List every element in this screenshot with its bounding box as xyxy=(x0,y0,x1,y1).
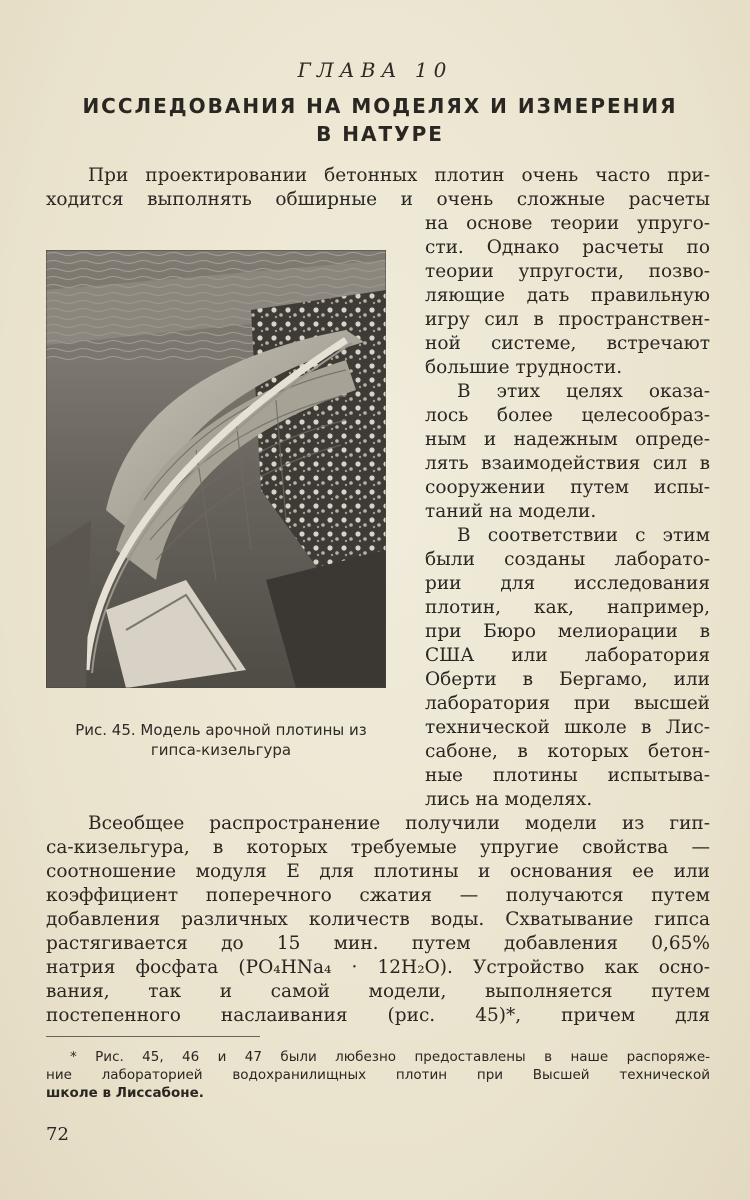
text-line: игру сил в пространствен- xyxy=(425,309,710,330)
text-line: сооружении путем испы- xyxy=(425,477,710,498)
chapter-title xyxy=(40,92,720,148)
text-line: Оберти в Бергамо, или xyxy=(425,669,710,690)
text-line: лять взаимодействия сил в xyxy=(425,453,710,474)
text-line: ходится выполнять обширные и очень сложные расчеты xyxy=(46,189,710,210)
text-line: таний на модели. xyxy=(425,501,597,522)
chapter-title-line-2: В НАТУРЕ xyxy=(316,122,444,146)
page-number: 72 xyxy=(46,1124,69,1145)
side-column-text xyxy=(425,212,710,812)
chapter-label: ГЛАВА 10 xyxy=(297,58,453,82)
footnote-line: ние лабораторией водохранилищных плотин при Высшей технической xyxy=(46,1067,710,1083)
text-line: плотин, как, например, xyxy=(425,597,710,618)
text-line: В соответствии с этим xyxy=(457,525,710,546)
text-line: на основе теории упруго- xyxy=(425,213,710,234)
text-line: ные плотины испытыва- xyxy=(425,765,710,786)
footnote-line: * Рис. 45, 46 и 47 были любезно предоставлены в наше распоряже- xyxy=(70,1049,710,1065)
text-line: лось более целесообраз- xyxy=(425,405,710,426)
text-line: США или лаборатория xyxy=(425,645,710,666)
text-line: вания, так и самой модели, выполняется путем xyxy=(46,981,710,1002)
text-line: ляющие дать правильную xyxy=(425,285,710,306)
text-line: теории упругости, позво- xyxy=(425,261,710,282)
footnote-divider xyxy=(46,1036,260,1037)
photo-illustration xyxy=(46,250,386,688)
text-line: В этих целях оказа- xyxy=(457,381,710,402)
text-line: были созданы лаборато- xyxy=(425,549,710,570)
caption-line-2: гипса-кизельгура xyxy=(150,741,292,759)
text-line: технической школе в Лис- xyxy=(425,717,710,738)
figure-arch-dam-model-photo xyxy=(46,250,386,688)
text-line: коэффициент поперечного сжатия — получаются путем xyxy=(46,885,710,906)
text-line: ным и надежным опреде- xyxy=(425,429,710,450)
text-line: ной системе, встречают xyxy=(425,333,710,354)
chapter-title-line-1: ИССЛЕДОВАНИЯ НА МОДЕЛЯХ И ИЗМЕРЕНИЯ xyxy=(82,94,678,118)
text-line: натрия фосфата (PO₄HNa₄ · 12H₂O). Устройство как осно- xyxy=(46,957,710,978)
text-line: са-кизельгура, в которых требуемые упругие свойства — xyxy=(46,837,710,858)
paragraph-intro xyxy=(46,164,710,212)
text-line: рии для исследования xyxy=(425,573,710,594)
text-line: растягивается до 15 мин. путем добавления 0,65% xyxy=(46,933,710,954)
footnote xyxy=(46,1048,710,1102)
paragraph-gypsum-models xyxy=(46,812,710,1028)
footnote-line: школе в Лиссабоне. xyxy=(46,1085,204,1101)
caption-line-1: Рис. 45. Модель арочной плотины из xyxy=(75,721,367,739)
text-line: добавления различных количеств воды. Схватывание гипса xyxy=(46,909,710,930)
text-line: постепенного наслаивания (рис. 45)*, причем для xyxy=(46,1005,710,1026)
text-line: сти. Однако расчеты по xyxy=(425,237,710,258)
text-line: лаборатория при высшей xyxy=(425,693,710,714)
text-line: лись на моделях. xyxy=(425,789,593,810)
figure-caption xyxy=(46,720,396,760)
text-line: Всеобщее распространение получили модели из гип- xyxy=(88,813,710,834)
text-line: При проектировании бетонных плотин очень часто при- xyxy=(88,165,710,186)
text-line: большие трудности. xyxy=(425,357,623,378)
text-line: сабоне, в которых бетон- xyxy=(425,741,710,762)
text-line: соотношение модуля E для плотины и основания ее или xyxy=(46,861,710,882)
text-line: при Бюро мелиорации в xyxy=(425,621,710,642)
